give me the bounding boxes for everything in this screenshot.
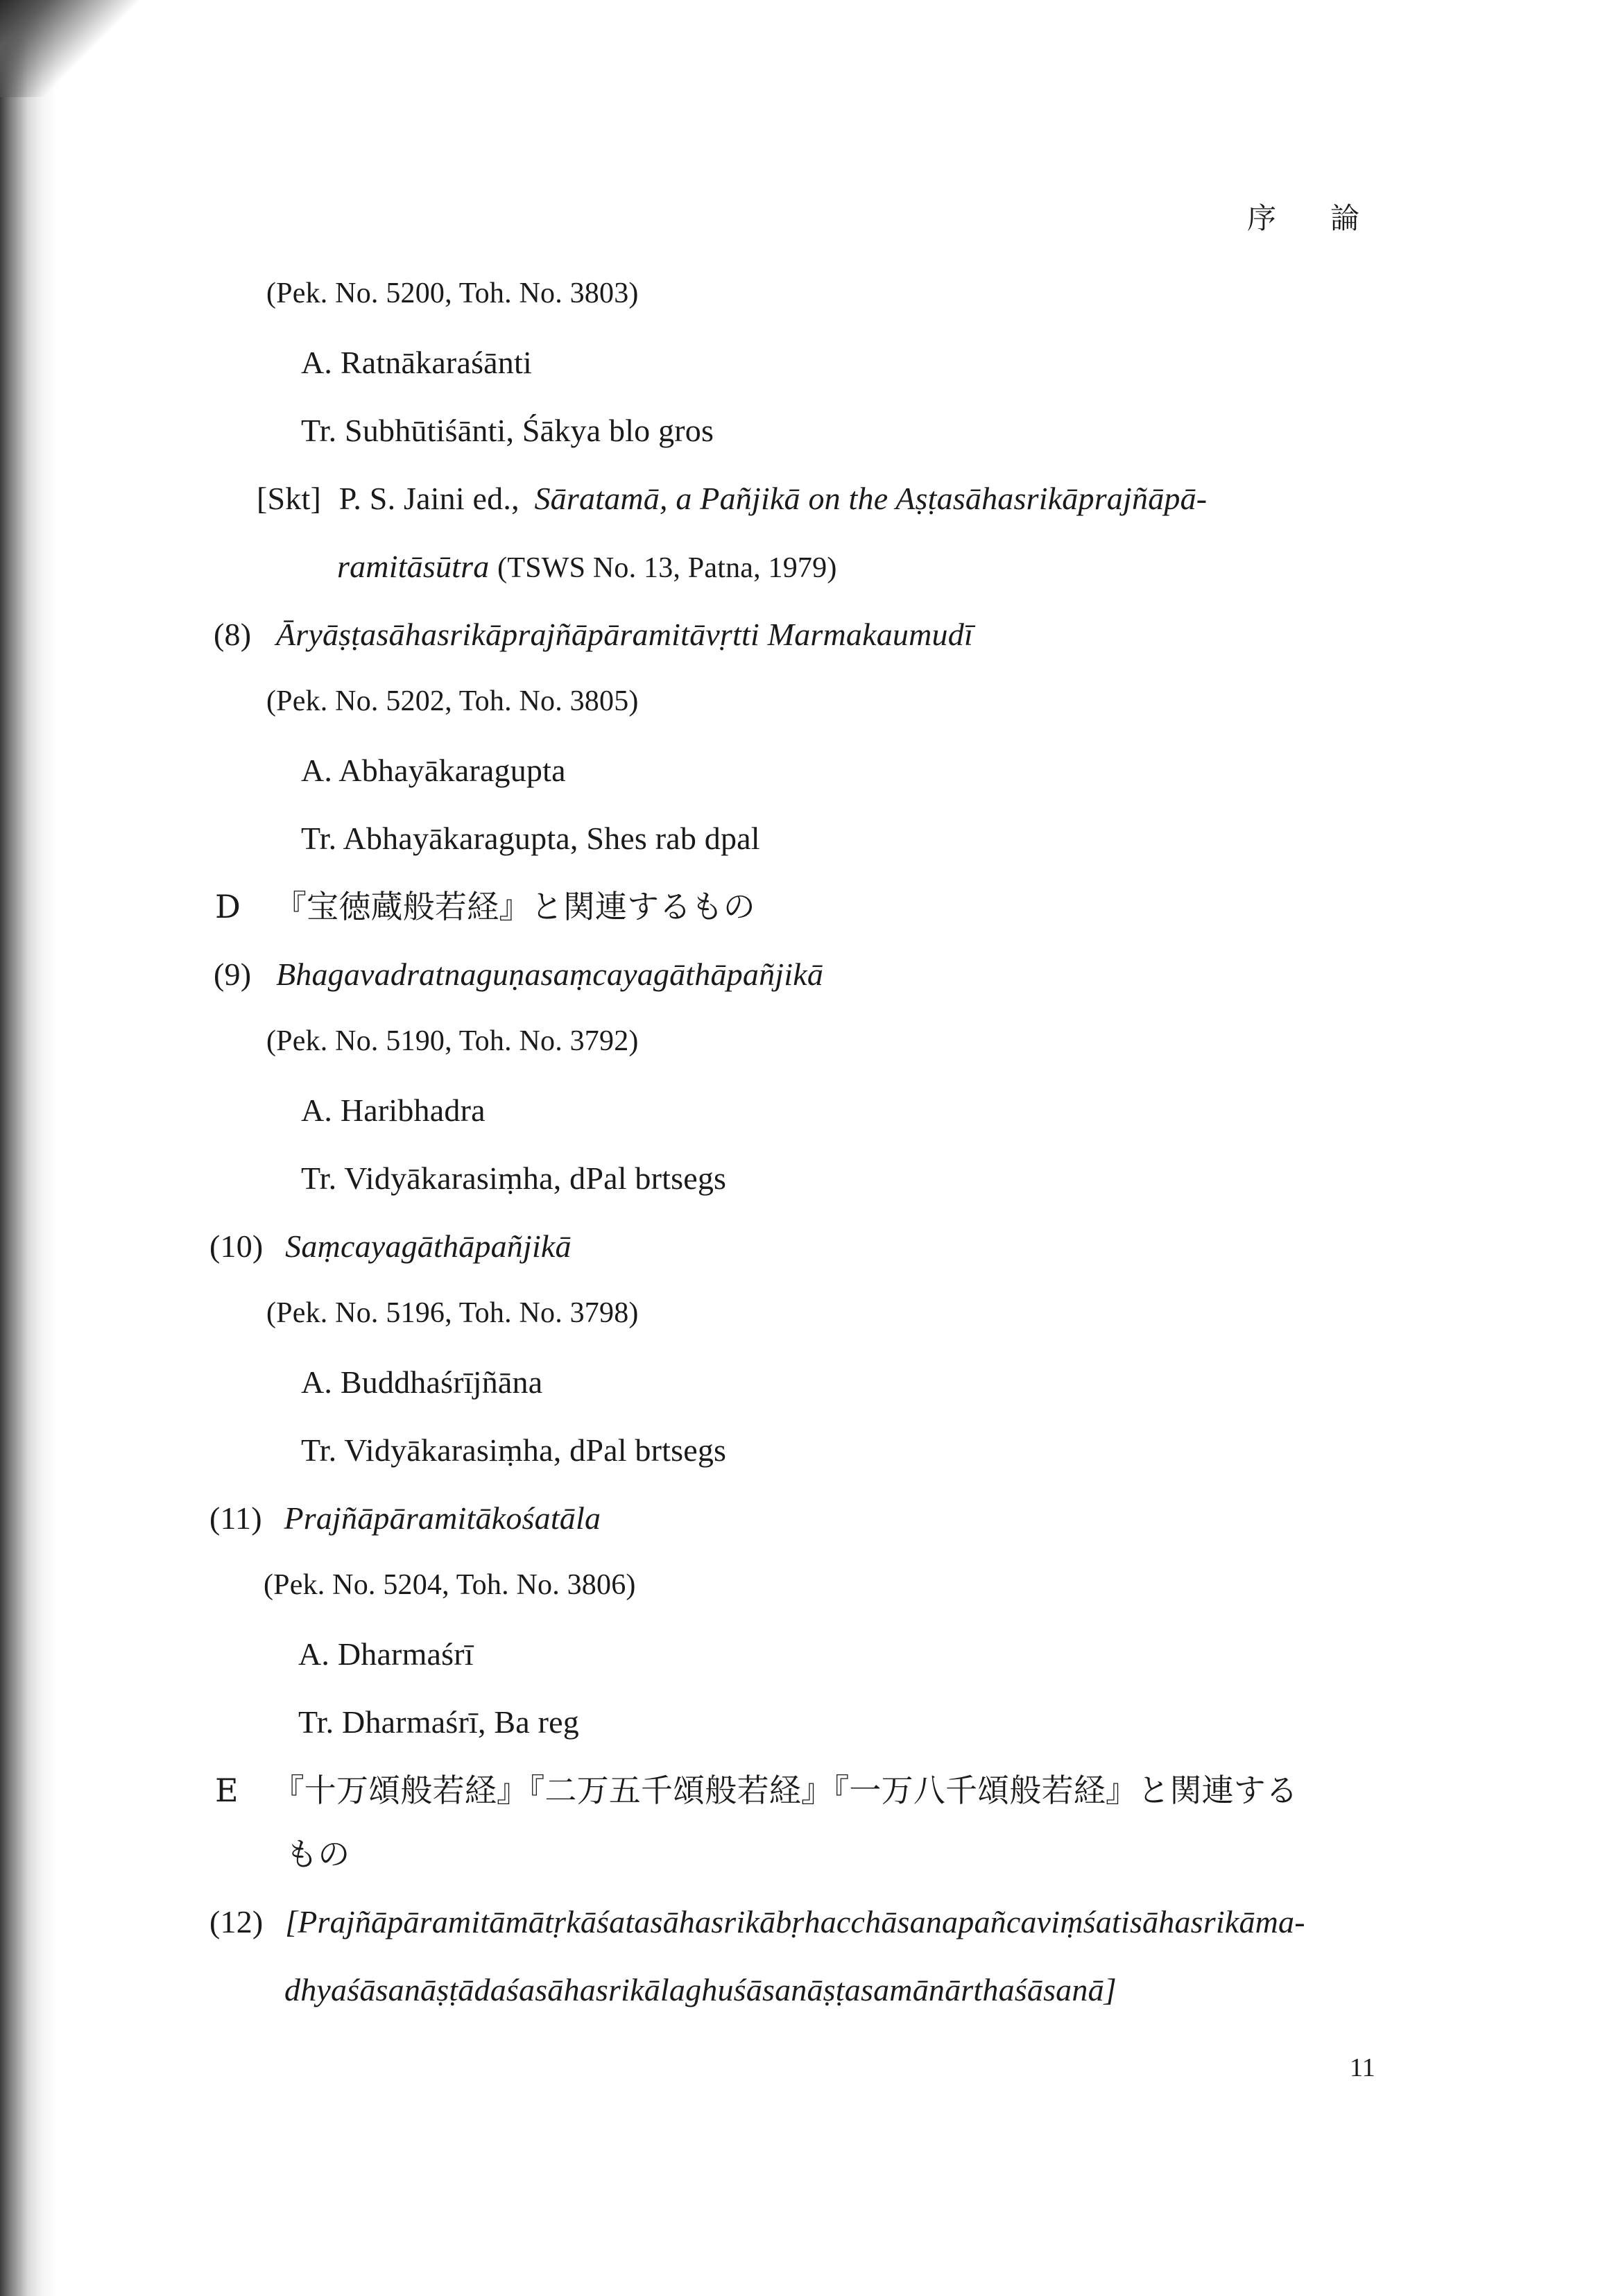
section-e-heading-line-2: もの xyxy=(286,1835,350,1873)
entry-8-author: A. Abhayākaragupta xyxy=(301,753,566,788)
entry-9-translator: Tr. Vidyākarasiṃha, dPal brtsegs xyxy=(301,1160,727,1196)
entry-12-number: (12) xyxy=(209,1904,264,1939)
entry-8-pek-toh: (Pek. No. 5202, Toh. No. 3805) xyxy=(266,685,639,717)
skt-label: [Skt] xyxy=(257,481,321,516)
entry-9-author: A. Haribhadra xyxy=(301,1093,486,1128)
entry-10-author: A. Buddhaśrījñāna xyxy=(301,1364,543,1400)
entry-10-translator: Tr. Vidyākarasiṃha, dPal brtsegs xyxy=(301,1432,727,1468)
entry-12-title-part-2: dhyaśāsanāṣṭādaśasāhasrikālaghuśāsanāṣṭasamānārthaśāsanā] xyxy=(284,1972,1117,2007)
section-e-letter: E xyxy=(215,1772,239,1809)
entry-11-translator: Tr. Dharmaśrī, Ba reg xyxy=(298,1704,579,1740)
entry-12-heading xyxy=(209,1906,1305,1938)
entry-10-title: Saṃcayagāthāpañjikā xyxy=(285,1228,572,1264)
entry-8-number: (8) xyxy=(214,617,252,652)
entry-8-title: Āryāṣṭasāhasrikāprajñāpāramitāvṛtti Marmakaumudī xyxy=(275,617,973,652)
entry-11-author: A. Dharmaśrī xyxy=(298,1636,474,1672)
entry-7-skt-line-1 xyxy=(257,483,1207,515)
section-d-letter: D xyxy=(215,888,241,925)
skt-title-part-2: ramitāsūtra xyxy=(337,549,490,584)
entry-11-number: (11) xyxy=(209,1500,262,1536)
entry-9-number: (9) xyxy=(214,957,252,992)
entry-8-heading xyxy=(214,619,973,651)
entry-12-title-part-1: [Prajñāpāramitāmātṛkāśatasāhasrikābṛhacchāsanapañcaviṃśatisāhasrikāma- xyxy=(285,1904,1305,1939)
section-e-title-part-1: 『十万頌般若経』『二万五千頌般若経』『一万八千頌般若経』と関連する xyxy=(272,1772,1298,1809)
entry-9-pek-toh: (Pek. No. 5190, Toh. No. 3792) xyxy=(266,1025,639,1057)
entry-9-heading xyxy=(214,959,823,991)
page-corner-shadow xyxy=(0,0,139,97)
entry-10-heading xyxy=(209,1228,572,1264)
section-d-heading xyxy=(215,888,755,925)
entry-10-pek-toh: (Pek. No. 5196, Toh. No. 3798) xyxy=(266,1297,639,1329)
section-e-heading-line-1 xyxy=(215,1772,1298,1809)
skt-editor: P. S. Jaini ed., xyxy=(338,481,519,516)
entry-7-pek-toh: (Pek. No. 5200, Toh. No. 3803) xyxy=(266,277,639,309)
entry-7-skt-line-2 xyxy=(337,551,837,583)
entry-9-title: Bhagavadratnaguṇasaṃcayagāthāpañjikā xyxy=(275,957,824,992)
page-binding-shadow xyxy=(0,0,57,2296)
skt-title-part-1: Sāratamā, a Pañjikā on the Aṣṭasāhasrikāprajñāpā- xyxy=(534,481,1208,516)
entry-10-number: (10) xyxy=(209,1228,264,1264)
entry-11-heading xyxy=(209,1502,601,1534)
entry-7-author: A. Ratnākaraśānti xyxy=(301,345,532,380)
entry-8-translator: Tr. Abhayākaragupta, Shes rab dpal xyxy=(301,821,760,856)
entry-11-pek-toh: (Pek. No. 5204, Toh. No. 3806) xyxy=(264,1569,636,1601)
skt-publication: (TSWS No. 13, Patna, 1979) xyxy=(497,552,837,584)
entry-7-translator: Tr. Subhūtiśānti, Śākya blo gros xyxy=(301,413,714,448)
entry-11-title: Prajñāpāramitākośatāla xyxy=(284,1500,601,1536)
section-d-title: 『宝徳蔵般若経』と関連するもの xyxy=(274,888,755,925)
page-number: 11 xyxy=(1350,2053,1375,2082)
running-header: 序論 xyxy=(1247,201,1414,235)
